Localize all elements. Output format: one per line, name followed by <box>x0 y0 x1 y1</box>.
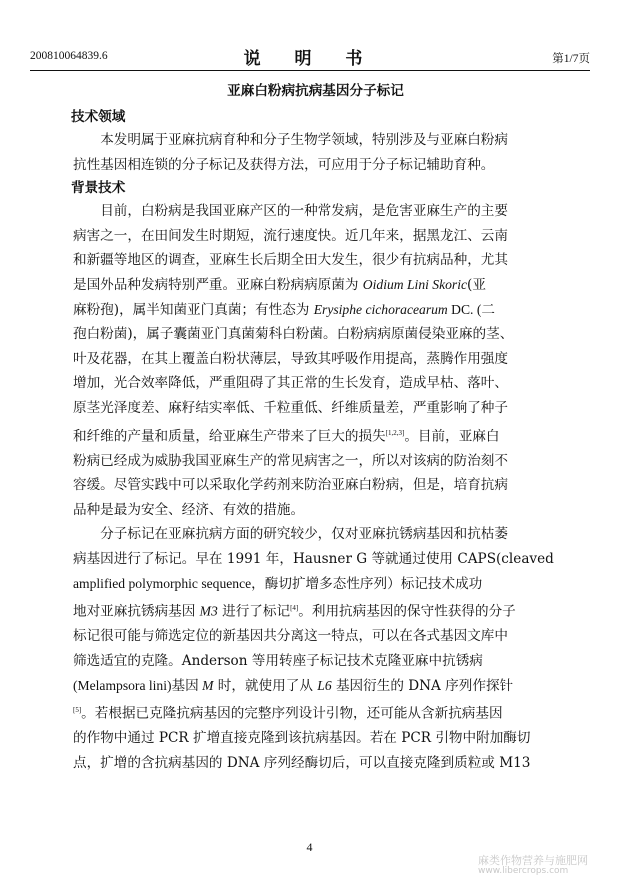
text-run: 和纤维的产量和质量，给亚麻生产带来了巨大的损失 <box>73 428 386 445</box>
page-indicator: 第1/7页 <box>552 53 590 65</box>
text-line: 分子标记在亚麻抗病方面的研究较少，仅对亚麻抗锈病基因和抗枯萎 <box>100 526 508 543</box>
citation-ref: [4] <box>290 604 299 613</box>
gene-name: M <box>202 677 214 693</box>
text-run: 时，就使用了从 <box>213 677 318 694</box>
citation-ref: [1,2,3] <box>385 428 405 437</box>
text-line: 孢白粉菌)，属子囊菌亚门真菌菊科白粉菌。白粉病病原菌侵染亚麻的茎、 <box>73 326 514 343</box>
citation-ref: [5] <box>73 706 82 715</box>
section-heading-tech-field: 技术领域 <box>71 109 126 125</box>
text-run: 是国外品种发病特别严重。亚麻白粉病病原菌为 <box>73 276 363 293</box>
page-number: 4 <box>306 840 313 854</box>
text-line <box>73 298 558 323</box>
pathogen-name: Erysiphe cichoracearum <box>313 301 448 317</box>
text-run: (Melampsora lini)基因 <box>73 677 203 693</box>
application-number: 200810064839.6 <box>30 50 108 62</box>
text-line: 容缓。尽管实践中可以采取化学药剂来防治亚麻白粉病，但是，培育抗病 <box>73 477 508 494</box>
text-line: 本发明属于亚麻抗病育种和分子生物学领域，特别涉及与亚麻白粉病 <box>100 132 508 148</box>
text-run: 麻粉孢)，属半知菌亚门真菌；有性态为 <box>73 301 314 318</box>
text-line <box>73 674 558 699</box>
gene-name: L6 <box>317 677 332 693</box>
page-header <box>30 44 590 69</box>
text-line: 品种是最为安全、经济、有效的措施。 <box>73 501 305 518</box>
document-body <box>73 80 558 775</box>
text-line <box>73 596 558 624</box>
text-line: 和新疆等地区的调查，亚麻生长后期全田大发生，很少有抗病品种，尤其 <box>73 252 508 269</box>
text-run: 。目前，亚麻白 <box>404 428 500 445</box>
text-line <box>73 421 558 449</box>
text-line: 抗性基因相连锁的分子标记及获得方法，可应用于分子标记辅助育种。 <box>73 156 495 173</box>
background-paragraph-2 <box>73 522 558 775</box>
text-line: 原茎光泽度差、麻籽结实率低、千粒重低、纤维质量差，严重影响了种子 <box>73 399 508 416</box>
section-heading-background: 背景技术 <box>71 180 126 197</box>
text-run: DC. (二 <box>447 301 495 317</box>
text-line: 病基因进行了标记。早在 1991 年，Hausner G 等就通过使用 CAPS(cleaved <box>73 551 554 568</box>
text-run: 。利用抗病基因的保守性获得的分子 <box>298 603 516 620</box>
gene-name: M3 <box>199 603 218 619</box>
document-type-title: 说 明 书 <box>243 49 377 69</box>
tech-field-paragraph <box>73 128 558 177</box>
text-run: 进行了标记 <box>217 603 291 620</box>
text-run: 基因衍生的 DNA 序列作探针 <box>331 677 514 694</box>
text-line: 筛选适宜的克隆。Anderson 等用转座子标记技术克隆亚麻中抗锈病 <box>73 652 483 669</box>
text-line: 目前，白粉病是我国亚麻产区的一种常发病，是危害亚麻生产的主要 <box>100 203 508 220</box>
pathogen-name: Oidium Lini Skoric <box>362 276 468 292</box>
background-paragraph-1 <box>73 199 558 522</box>
watermark-site-name: 麻类作物营养与施肥网 <box>478 854 588 867</box>
text-line <box>73 273 558 298</box>
text-run: 。若根据已克隆抗病基因的完整序列设计引物，还可能从含新抗病基因 <box>81 705 503 722</box>
invention-title: 亚麻白粉病抗病基因分子标记 <box>227 83 404 99</box>
text-line <box>73 698 558 726</box>
text-line: 病害之一，在田间发生时期短，流行速度快。近几年来，据黑龙江、云南 <box>73 227 508 244</box>
text-line: 增加，光合效率降低，严重阻碍了其正常的生长发育，造成早枯、落叶、 <box>73 375 508 392</box>
text-line: 叶及花器，在其上覆盖白粉状薄层，导致其呼吸作用提高，蒸腾作用强度 <box>73 350 508 367</box>
text-line: amplified polymorphic sequence，酶切扩增多态性序列）标记技术成功 <box>73 575 483 591</box>
text-line: 粉病已经成为威胁我国亚麻生产的常见病害之一，所以对该病的防治刻不 <box>73 452 508 469</box>
text-line: 的作物中通过 PCR 扩增直接克隆到该抗病基因。若在 PCR 引物中附加酶切 <box>73 730 531 747</box>
text-line: 点，扩增的含抗病基因的 DNA 序列经酶切后，可以直接克隆到质粒或 M13 <box>73 754 531 771</box>
text-run: (亚 <box>467 276 486 293</box>
header-rule <box>30 70 590 71</box>
text-run: 地对亚麻抗锈病基因 <box>73 603 200 620</box>
text-line: 标记很可能与筛选定位的新基因共分离这一特点，可以在各式基因文库中 <box>73 628 508 645</box>
watermark-site-url: www.libercrops.com <box>478 866 569 876</box>
